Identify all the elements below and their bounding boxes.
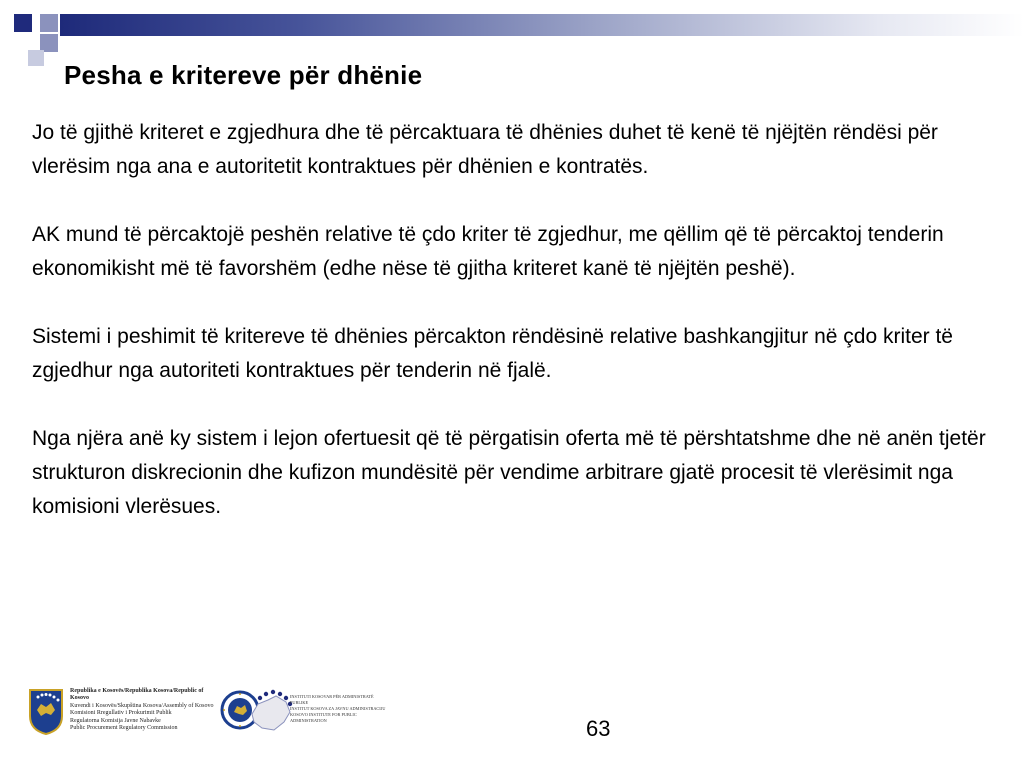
paragraph: Nga njëra anë ky sistem i lejon ofertuesit që të përgatisin oferta më të përshtatshme dhe në anën tjetër strukturon diskrecionin dhe kufizon mundësitë për vendime arbitrare gjatë procesit të vlerësimit nga komisioni vlerësues. — [32, 427, 986, 518]
logo-line: Komisioni Rregullativ i Prokurimit Publik — [70, 710, 172, 717]
logo-line: INSTITUTI KOSOVAR PËR ADMINISTRATË PUBLIKE — [290, 694, 374, 705]
logo-line: Public Procurement Regulatory Commission — [70, 725, 178, 732]
decor-square — [14, 14, 32, 32]
header-gradient-bar — [60, 14, 1024, 36]
slide-title: Pesha e kritereve për dhënie — [64, 60, 423, 90]
logo-line: Regulatorna Komisija Javne Nabavke — [70, 717, 161, 724]
footer-logos — [28, 686, 388, 746]
institute-logo-text — [290, 694, 390, 724]
paragraph: AK mund të përcaktojë peshën relative të çdo kriter të zgjedhur, me qëllim që të përcaktoj tenderin ekonomikisht më të favorshëm (edhe nëse të gjitha kriteret kanë të njëjtën peshë). — [32, 223, 944, 280]
logo-line: INSTITUT KOSOVA ZA JAVNU ADMINISTRACIJU — [290, 706, 386, 711]
paragraph: Sistemi i peshimit të kritereve të dhënies përcakton rëndësinë relative bashkangjitur në çdo kriter të zgjedhur nga autoriteti kontraktues për tenderin në fjalë. — [32, 325, 953, 382]
decor-square — [28, 50, 44, 66]
logo-line: KOSOVO INSTITUTE FOR PUBLIC ADMINISTRATION — [290, 712, 357, 723]
kosovo-coat-of-arms-icon — [28, 688, 64, 736]
logo-line: Republika e Kosovës/Republika Kosova/Republic of Kosovo — [70, 688, 204, 702]
paragraph: Jo të gjithë kriteret e zgjedhura dhe të përcaktuara të dhënies duhet të kenë të njëjtën rëndësi për vlerësim nga ana e autoritetit kontraktues për dhënien e kontratës. — [32, 121, 938, 178]
slide-body — [32, 116, 992, 558]
logo-line: Kuvendi i Kosovës/Skupština Kosova/Assembly of Kosovo — [70, 702, 214, 709]
decor-square — [40, 14, 58, 32]
commission-logo-text — [70, 688, 220, 732]
slide-number: 63 — [586, 716, 611, 741]
